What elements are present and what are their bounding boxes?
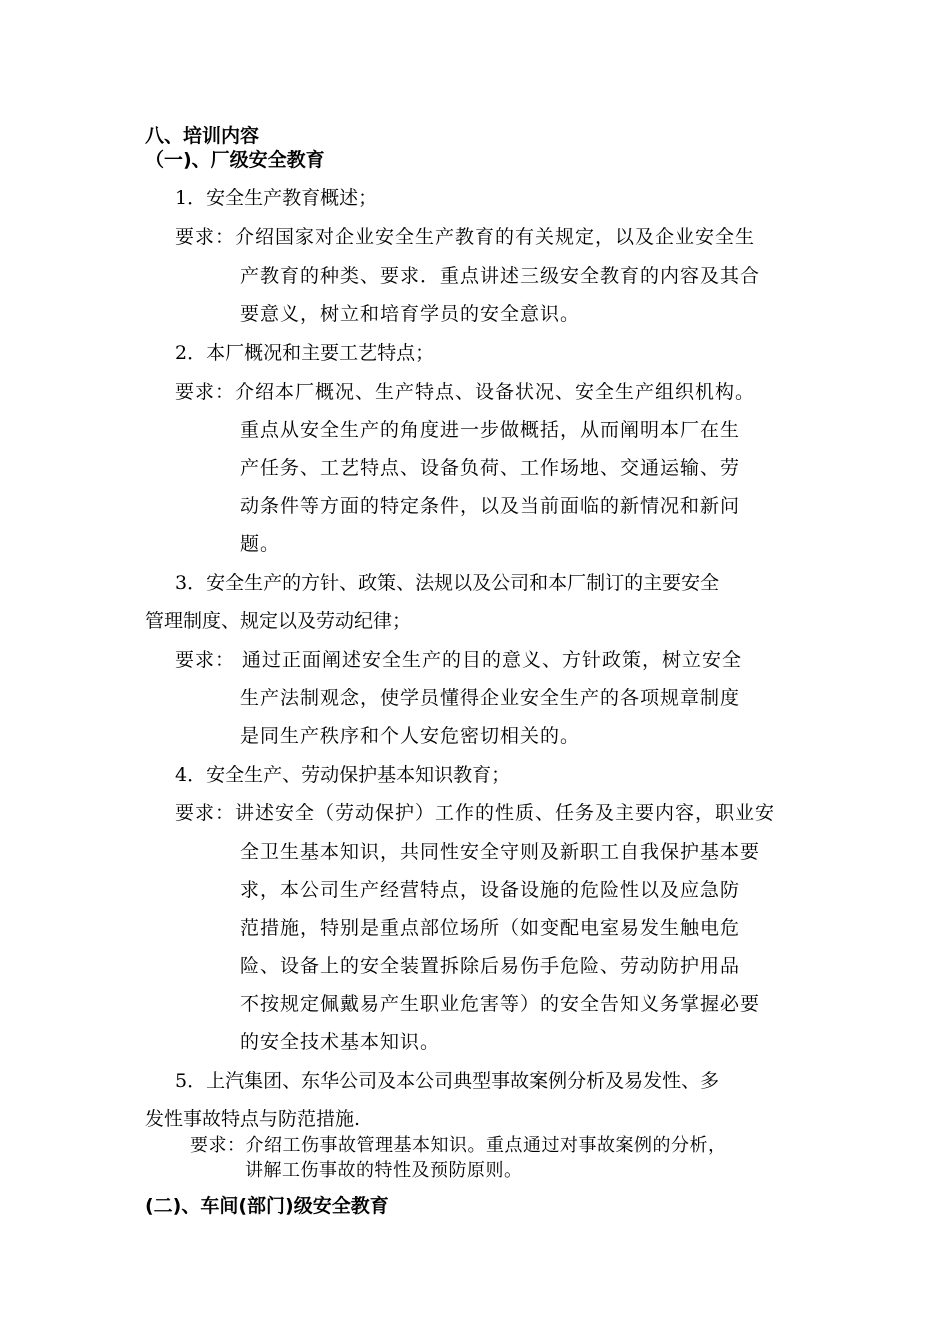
item-1-requirement-line: 产教育的种类、要求．重点讲述三级安全教育的内容及其合 <box>240 265 761 287</box>
item-1-requirement-line: 要求：介绍国家对企业安全生产教育的有关规定，以及企业安全生 <box>175 226 756 248</box>
item-4-requirement-line: 范措施，特别是重点部位场所（如变配电室易发生触电危 <box>240 917 741 939</box>
item-1-requirement-line: 要意义，树立和培育学员的安全意识。 <box>240 303 581 325</box>
item-3-requirement-line: 要求： 通过正面阐述安全生产的目的意义、方针政策，树立安全 <box>175 649 743 671</box>
item-2-requirement-line: 要求：介绍本厂概况、生产特点、设备状况、安全生产组织机构。 <box>175 381 756 403</box>
item-2-requirement-line: 题。 <box>240 533 281 555</box>
item-4-requirement-line: 要求：讲述安全（劳动保护）工作的性质、任务及主要内容，职业安 <box>175 802 776 824</box>
item-2-requirement-line: 产任务、工艺特点、设备负荷、工作场地、交通运输、劳 <box>240 457 741 479</box>
item-5-heading-cont: 发性事故特点与防范措施. <box>145 1108 361 1130</box>
item-1-heading: 1．安全生产教育概述； <box>175 187 378 209</box>
subsection-title-1: （一)、厂级安全教育 <box>145 149 325 171</box>
item-2-heading: 2．本厂概况和主要工艺特点； <box>175 342 435 364</box>
item-3-heading-cont: 管理制度、规定以及劳动纪律； <box>145 610 412 632</box>
item-4-heading: 4．安全生产、劳动保护基本知识教育； <box>175 764 511 786</box>
item-2-requirement-line: 动条件等方面的特定条件，以及当前面临的新情况和新问 <box>240 495 741 517</box>
item-3-requirement-line: 生产法制观念，使学员懂得企业安全生产的各项规章制度 <box>240 687 741 709</box>
item-2-requirement-line: 重点从安全生产的角度进一步做概括，从而阐明本厂在生 <box>240 419 741 441</box>
item-3-heading: 3．安全生产的方针、政策、法规以及公司和本厂制订的主要安全 <box>175 572 720 594</box>
section-title: 八、培训内容 <box>145 125 260 147</box>
item-4-requirement-line: 险、设备上的安全装置拆除后易伤手危险、劳动防护用品 <box>240 955 741 977</box>
item-5-requirement-line: 讲解工伤事故的特性及预防原则。 <box>245 1160 523 1181</box>
item-5-heading: 5．上汽集团、东华公司及本公司典型事故案例分析及易发性、多 <box>175 1070 720 1092</box>
subsection-title-2: (二)、车间(部门)级安全教育 <box>145 1195 389 1217</box>
item-5-requirement-line: 要求：介绍工伤事故管理基本知识。重点通过对事故案例的分析， <box>190 1135 727 1156</box>
item-4-requirement-line: 不按规定佩戴易产生职业危害等）的安全告知义务掌握必要 <box>240 993 761 1015</box>
item-4-requirement-line: 求，本公司生产经营特点，设备设施的危险性以及应急防 <box>240 879 741 901</box>
item-3-requirement-line: 是同生产秩序和个人安危密切相关的。 <box>240 725 581 747</box>
item-4-requirement-line: 的安全技术基本知识。 <box>240 1031 441 1053</box>
item-4-requirement-line: 全卫生基本知识，共同性安全守则及新职工自我保护基本要 <box>240 841 761 863</box>
